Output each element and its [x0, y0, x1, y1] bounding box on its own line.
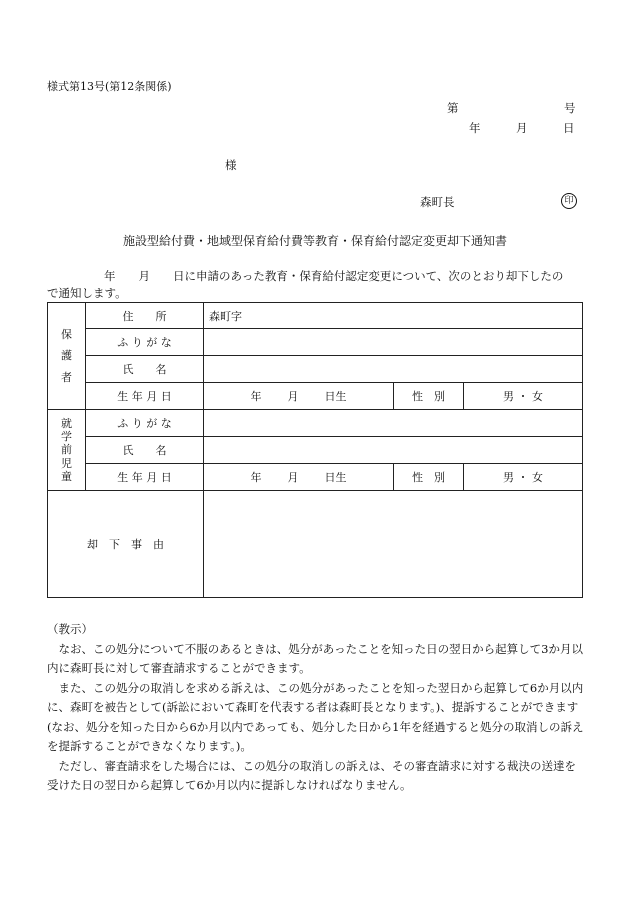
child-furigana-row [48, 410, 583, 437]
address-label: 住 所 [86, 303, 204, 329]
intro-line-1: 年 月 日に申請のあった教育・保育給付認定変更について、次のとおり却下したの [104, 269, 564, 283]
notice-paragraph-1: なお、この処分について不服のあるときは、処分があったことを知った日の翌日から起算して3か月以内に森町長に対して審査請求することができます。 [47, 641, 583, 675]
guardian-name-label: 氏 名 [86, 356, 204, 383]
rejection-reason-row [48, 491, 583, 598]
form-number: 様式第13号(第12条関係) [47, 80, 172, 93]
child-name-label: 氏 名 [86, 437, 204, 464]
issuer-name: 森町長 [420, 195, 455, 209]
child-name-value[interactable] [204, 437, 583, 464]
guardian-furigana-row [48, 329, 583, 356]
child-furigana-label: ふ り が な [86, 410, 204, 437]
guardian-sex-value[interactable]: 男 ・ 女 [464, 383, 583, 410]
child-sex-value[interactable]: 男 ・ 女 [464, 464, 583, 491]
guardian-furigana-value[interactable] [204, 329, 583, 356]
child-name-row [48, 437, 583, 464]
guardian-dob-value[interactable]: 年 月 日生 [204, 383, 394, 410]
document-title: 施設型給付費・地域型保育給付費等教育・保育給付認定変更却下通知書 [122, 234, 507, 248]
notice-form-table [47, 302, 583, 598]
date-year-label: 年 [469, 121, 481, 135]
doc-number-prefix: 第 [447, 101, 459, 115]
guardian-name-value[interactable] [204, 356, 583, 383]
date-day-label: 日 [563, 121, 575, 135]
guardian-sex-label: 性 別 [394, 383, 464, 410]
addressee-honorific: 様 [225, 158, 237, 172]
guardian-name-row [48, 356, 583, 383]
child-furigana-value[interactable] [204, 410, 583, 437]
guardian-group-label: 保 護 者 [48, 303, 86, 410]
child-dob-row [48, 464, 583, 491]
address-value[interactable]: 森町字 [204, 303, 583, 329]
notice-paragraph-3: ただし、審査請求をした場合には、この処分の取消しの訴えは、その審査請求に対する裁決の送達を受けた日の翌日から起算して6か月以内に提訴しなければなりません。 [47, 758, 576, 792]
child-group-label: 就 学 前 児 童 [48, 410, 86, 491]
child-dob-value[interactable]: 年 月 日生 [204, 464, 394, 491]
notice-paragraph-2: また、この処分の取消しを求める訴えは、この処分があったことを知った翌日から起算して6か月以内に、森町を被告として(訴訟において森町を代表する者は森町長となります。)、提訴することができます(なお、処分を知った日から6か月以内であっても、処分した日から1年を経過すると処分の取消しの訴えを提訴することができなくなります。)。 [47, 680, 584, 753]
intro-line-2: で通知します。 [47, 286, 127, 300]
legal-notice [47, 620, 587, 796]
child-dob-label: 生 年 月 日 [86, 464, 204, 491]
guardian-furigana-label: ふ り が な [86, 329, 204, 356]
guardian-dob-label: 生 年 月 日 [86, 383, 204, 410]
notice-heading: （教示） [47, 622, 93, 636]
child-sex-label: 性 別 [394, 464, 464, 491]
rejection-reason-label: 却 下 事 由 [48, 491, 204, 598]
guardian-dob-row [48, 383, 583, 410]
guardian-address-row [48, 303, 583, 329]
rejection-reason-value[interactable] [204, 491, 583, 598]
doc-number-suffix: 号 [564, 101, 576, 115]
seal-mark: 印 [561, 193, 577, 209]
date-month-label: 月 [516, 121, 528, 135]
